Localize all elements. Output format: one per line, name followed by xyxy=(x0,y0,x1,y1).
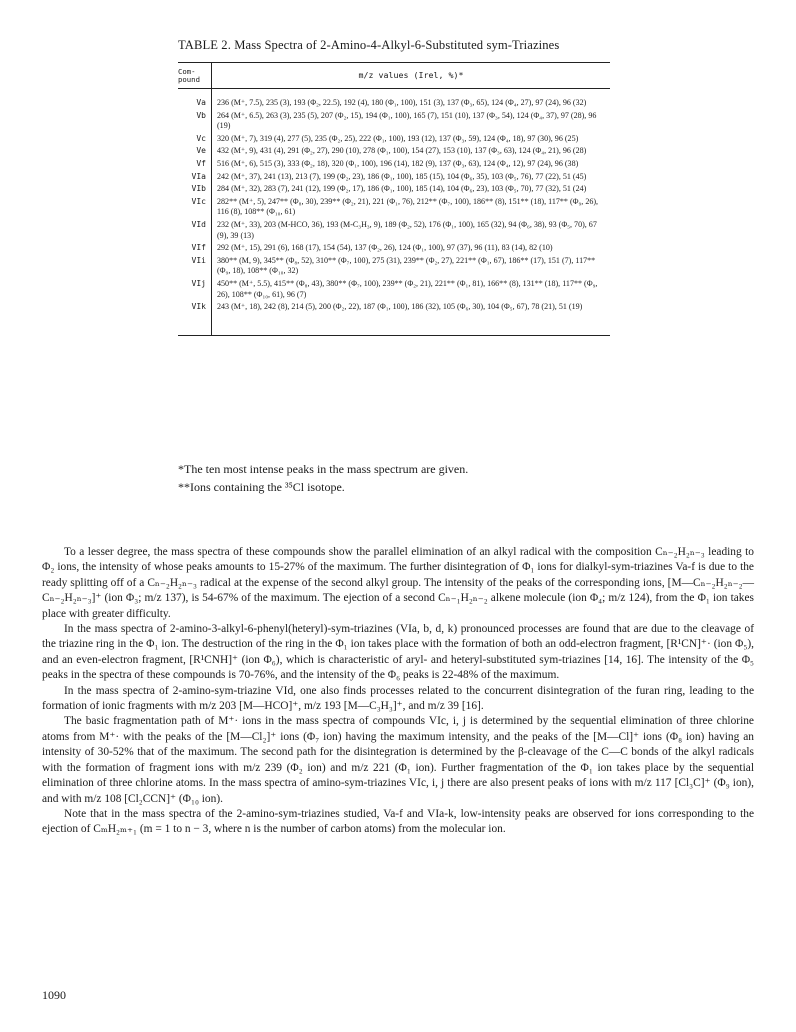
table-row xyxy=(178,144,610,157)
body-text xyxy=(42,545,754,838)
page-number: 1090 xyxy=(42,988,66,1002)
table-row xyxy=(178,109,610,132)
mz-values-cell: 450** (M⁺, 5.5), 415** (Φ₈, 43), 380** (Φ₇, 100), 239** (Φ₂, 21), 221** (Φ₁, 81), 166** (8), 131** (18), 117** (Φ₉, 26), 108** (Φ₁₀, 61), 96 (7) xyxy=(217,278,598,299)
mz-values-cell: 243 (M⁺, 18), 242 (8), 214 (5), 200 (Φ₂, 22), 187 (Φ₁, 100), 186 (32), 105 (Φ₆, 30), 104 (Φ₅, 67), 78 (21), 51 (19) xyxy=(217,302,583,312)
mz-values-cell: 242 (M⁺, 37), 241 (13), 213 (7), 199 (Φ₂, 23), 186 (Φ₁, 100), 185 (15), 104 (Φ₆, 35), 103 (Φ₅, 76), 77 (22), 51 (45) xyxy=(217,171,587,181)
spacer-cell xyxy=(212,89,611,99)
mz-values-cell: 516 (M⁺, 6), 515 (3), 333 (Φ₂, 18), 320 (Φ₁, 100), 196 (14), 182 (9), 137 (Φ₃, 63), 124 (Φ₄, 12), 97 (24), 96 (38) xyxy=(217,158,579,168)
paragraph-3: In the mass spectra of 2-amino-sym-triazine VId, one also finds processes related to the concurrent disintegration of the furan ring, leading to the formation of ionic fragments with m/z 203 [M—HCO]⁺, m/z 193 [M—C₃H₃]⁺, and m/z 39 [16]. xyxy=(42,684,754,713)
table-row xyxy=(178,218,610,241)
compound-cell: VIf xyxy=(178,241,212,254)
table-row xyxy=(178,254,610,277)
header-compound xyxy=(178,63,212,89)
compound-cell: VIi xyxy=(178,254,212,277)
mz-values-cell: 264 (M⁺, 6.5), 263 (3), 235 (5), 207 (Φ₂, 15), 194 (Φ₁, 100), 165 (7), 151 (10), 137 (Φ₃, 54), 124 (Φ₄, 37), 97 (28), 96 (19) xyxy=(217,110,597,131)
paragraph-2: In the mass spectra of 2-amino-3-alkyl-6-phenyl(heteryl)-sym-triazines (VIa, b, d, k) pronounced processes are found that are due to the cleavage of the triazine ring in the Φ₁ ion. The destruction of the ring in the Φ₁ ion takes place with the formation of both an odd-electron fragment, [R¹CN]⁺· (ion Φ₅), and an even-electron fragment, [R¹CNH]⁺ (ion Φ₆), which is characteristic of aryl- and heteryl-substituted sym-triazines [14, 16]. The intensity of the Φ₅ peaks in the spectra of these compounds is 70-76%, and the intensity of the Φ₆ peaks is 22-48% of the maximum. xyxy=(42,623,754,682)
paragraph-5: Note that in the mass spectra of the 2-amino-sym-triazines studied, Va-f and VIa-k, low-intensity peaks are observed for ions corresponding to the ejection of CₘH₂ₘ₊₁ (m = 1 to n − 3, where n is the number of carbon atoms) from the molecular ion. xyxy=(42,807,754,836)
header-compound-text: Com- pound xyxy=(178,66,200,84)
mz-values-cell: 282** (M⁺, 5), 247** (Φ₈, 30), 239** (Φ₂, 21), 221 (Φ₁, 76), 212** (Φ₇, 100), 186** (8), 151** (18), 117** (Φ₉, 26), 116 (8), 108** (Φ₁₀, 61) xyxy=(217,196,599,217)
table-bottom-rule xyxy=(178,335,610,336)
table-row xyxy=(178,277,610,300)
spacer-cell xyxy=(178,313,212,335)
table-row xyxy=(178,195,610,218)
compound-cell: VIj xyxy=(178,277,212,300)
compound-cell: VId xyxy=(178,218,212,241)
table-body xyxy=(178,89,610,335)
paragraph-4: The basic fragmentation path of M⁺· ions in the mass spectra of compounds VIc, i, j is determined by the sequential elimination of three chlorine atoms from M⁺· with the peaks of the [M—Cl₂]⁺ ions (Φ₇ ion) having the maximum intensity, and the peaks of the [M—Cl]⁺ ions (Φ₈ ion) having an intensity of 30-52% that of the maximum. The second path for the disintegration is determined by the β-cleavage of the C—C bonds of the alkyl radicals with the formation of fragment ions with m/z 239 (Φ₂ ion) and m/z 221 (Φ₁ ion). Further fragmentation of the Φ₁ ion takes place by the sequential elimination of three chlorine atoms. In the mass spectra of amino-sym-triazines VIc, i, j there are also present peaks of ions with m/z 117 [Cl₃C]⁺ (Φ₉ ion), and with m/z 108 [Cl₂CCN]⁺ (Φ₁₀ ion). xyxy=(42,715,754,805)
table-row xyxy=(178,241,610,254)
mz-values-cell: 320 (M⁺, 7), 319 (4), 277 (5), 235 (Φ₂, 25), 222 (Φ₁, 100), 193 (12), 137 (Φ₃, 59), 124 (Φ₄, 18), 97 (30), 96 (25) xyxy=(217,133,579,143)
mz-values-cell: 232 (M⁺, 33), 203 (M-HCO, 36), 193 (M-C₃H₃, 9), 189 (Φ₂, 52), 176 (Φ₁, 100), 165 (32), 94 (Φ₆, 38), 93 (Φ₅, 70), 67 (9), 39 (13) xyxy=(217,219,597,240)
table-row xyxy=(178,170,610,183)
table-spacer xyxy=(178,313,610,335)
mass-spectra-table xyxy=(178,62,610,336)
compound-cell: VIk xyxy=(178,300,212,313)
compound-cell: Vc xyxy=(178,132,212,145)
table-row xyxy=(178,98,610,109)
table-spacer xyxy=(178,89,610,99)
mz-values-cell: 292 (M⁺, 15), 291 (6), 168 (17), 154 (54), 137 (Φ₂, 26), 124 (Φ₁, 100), 97 (37), 96 (11), 83 (14), 82 (10) xyxy=(217,243,553,253)
table xyxy=(178,62,610,335)
table-title: TABLE 2. Mass Spectra of 2-Amino-4-Alkyl-6-Substituted sym-Triazines xyxy=(178,38,560,52)
footnote-1: *The ten most intense peaks in the mass spectrum are given. xyxy=(178,462,469,476)
compound-cell: Vf xyxy=(178,157,212,170)
table-row xyxy=(178,132,610,145)
compound-cell: VIa xyxy=(178,170,212,183)
mz-values-cell: 380** (M, 9), 345** (Φ₈, 52), 310** (Φ₇, 100), 275 (31), 239** (Φ₂, 27), 221** (Φ₁, 67), 186** (17), 151 (7), 117** (Φ₉, 18), 108** (Φ₁₀, 32) xyxy=(217,255,596,276)
compound-cell: VIc xyxy=(178,195,212,218)
table-header-row xyxy=(178,63,610,89)
mz-values-cell: 236 (M⁺, 7.5), 235 (3), 193 (Φ₂, 22.5), 192 (4), 180 (Φ₁, 100), 151 (3), 137 (Φ₃, 65), 124 (Φ₄, 27), 97 (24), 96 (32) xyxy=(217,98,587,107)
spacer-cell xyxy=(178,89,212,99)
mz-values-cell: 432 (M⁺, 9), 431 (4), 291 (Φ₂, 27), 290 (10), 278 (Φ₁, 100), 154 (27), 153 (10), 137 (Φ₃, 63), 124 (Φ₄, 21), 96 (28) xyxy=(217,146,587,156)
mz-values-cell: 284 (M⁺, 32), 283 (7), 241 (12), 199 (Φ₂, 17), 186 (Φ₁, 100), 185 (14), 104 (Φ₆, 23), 103 (Φ₅, 70), 77 (32), 51 (24) xyxy=(217,184,587,194)
table-row xyxy=(178,300,610,313)
footnote-2: **Ions containing the ³⁵Cl isotope. xyxy=(178,480,345,494)
paragraph-1: To a lesser degree, the mass spectra of these compounds show the parallel elimination of an alkyl radical with the composition Cₙ₋₂H₂ₙ₋₃ leading to Φ₂ ions, the intensity of whose peaks amounts to 15-27% of the maximum. The further disintegration of Φ₁ ions for dialkyl-sym-triazines Va-f is due to the ready splitting off of a Cₙ₋₂H₂ₙ₋₃ radical at the expense of the second alkyl group. The intensity of the peaks of the corresponding ions, [M—Cₙ₋₂H₂ₙ₋₂—Cₙ₋₂H₂ₙ₋₃]⁺ (ion Φ₃; m/z 137), is 54-67% of the maximum. The ejection of a second Cₙ₋₁H₂ₙ₋₂ alkene molecule (ion Φ₄; m/z 124), from the Φ₁ ion takes place with greater difficulty. xyxy=(42,546,754,620)
compound-cell: Vb xyxy=(178,109,212,132)
table-row xyxy=(178,182,610,195)
compound-cell: Va xyxy=(178,98,212,109)
table-row xyxy=(178,157,610,170)
compound-cell: Ve xyxy=(178,144,212,157)
header-mz-values: m/z values (Irel, %)* xyxy=(212,63,611,89)
spacer-cell xyxy=(212,313,611,335)
table-footnotes xyxy=(178,460,638,496)
compound-cell: VIb xyxy=(178,182,212,195)
